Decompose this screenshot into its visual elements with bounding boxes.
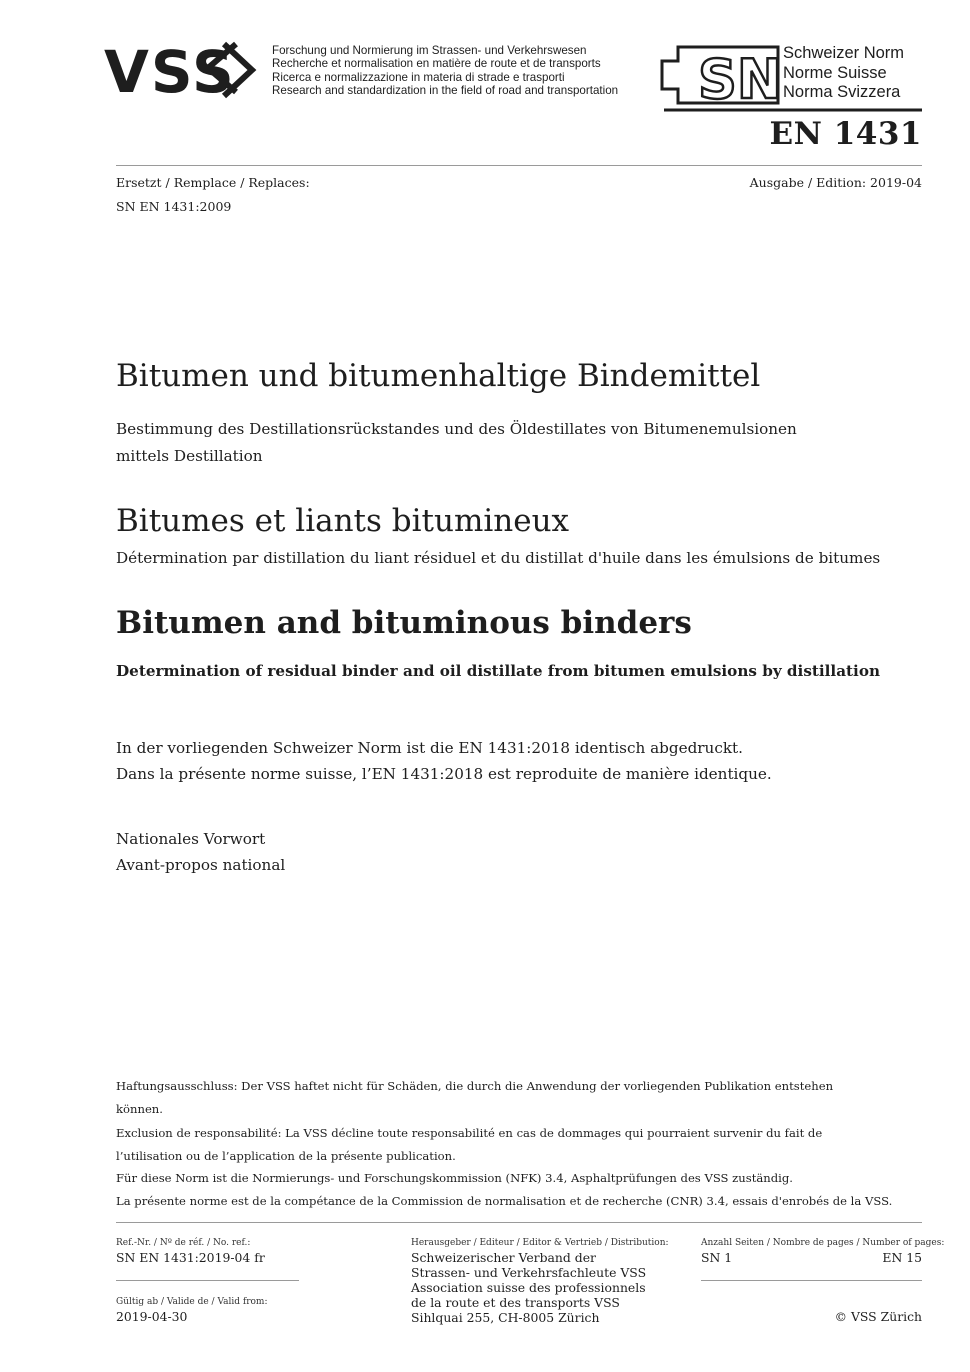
footer-divider bbox=[116, 1222, 922, 1223]
subtitle-german: Bestimmung des Destillationsrückstandes und des Öldestillates von Bitumenemulsionen mittels Destillation bbox=[116, 420, 797, 465]
copyright: © VSS Zürich bbox=[834, 1309, 922, 1324]
disclaimer bbox=[116, 1075, 876, 1168]
publisher-line: Strassen- und Verkehrsfachleute VSS bbox=[411, 1265, 647, 1280]
publisher-line: de la route et des transports VSS bbox=[411, 1295, 620, 1310]
national-foreword-de: Nationales Vorwort bbox=[116, 830, 266, 848]
reference-label: Ref.-Nr. / Nº de réf. / No. ref.: bbox=[116, 1238, 251, 1248]
committee-note-fr: La présente norme est de la compétance de la Commission de normalisation et de recherche (CNR) 3.4, essais d'enrobés de la VSS. bbox=[116, 1194, 893, 1209]
committee-note bbox=[116, 1167, 896, 1214]
pages-en: EN 15 bbox=[882, 1250, 922, 1265]
national-foreword bbox=[116, 827, 285, 878]
committee-note-de: Für diese Norm ist die Normierungs- und Forschungskommission (NFK) 3.4, Asphaltprüfungen des VSS zuständig. bbox=[116, 1171, 793, 1185]
publisher-line: Association suisse des professionnels bbox=[411, 1280, 646, 1295]
pages-sn: SN 1 bbox=[701, 1250, 733, 1265]
identical-statement-fr: Dans la présente norme suisse, l’EN 1431:2018 est reproduite de manière identique. bbox=[116, 764, 772, 783]
reference-value: SN EN 1431:2019-04 fr bbox=[116, 1250, 265, 1265]
sn-name-it: Norma Svizzera bbox=[783, 83, 901, 101]
disclaimer-fr: Exclusion de responsabilité: La VSS décline toute responsabilité en cas de dommages qui pourraient survenir du fait de l’utilisation ou de l’application de la présente publication. bbox=[116, 1125, 823, 1163]
header-divider bbox=[116, 165, 922, 166]
publisher-label: Herausgeber / Editeur / Editor & Vertrieb / Distribution: bbox=[411, 1238, 669, 1248]
publisher-address bbox=[411, 1250, 646, 1325]
sn-names bbox=[783, 44, 904, 103]
disclaimer-de: Haftungsausschluss: Der VSS haftet nicht für Schäden, die durch die Anwendung der vorliegenden Publikation entstehen können. bbox=[116, 1079, 834, 1117]
tagline-line-en: Research and standardization in the field of road and transportation bbox=[272, 84, 619, 98]
subtitle-english: Determination of residual binder and oil distillate from bitumen emulsions by distillation bbox=[116, 662, 880, 680]
tagline-line-de: Forschung und Normierung im Strassen- und Verkehrswesen bbox=[272, 44, 587, 57]
document-number: EN 1431 bbox=[769, 116, 922, 152]
edition-date: Ausgabe / Edition: 2019-04 bbox=[749, 175, 922, 190]
tagline-line-it: Ricerca e normalizzazione in materia di strade e trasporti bbox=[272, 70, 565, 84]
title-german: Bitumen und bitumenhaltige Bindemittel bbox=[116, 358, 761, 394]
vss-logo bbox=[104, 40, 268, 104]
publisher-line: Schweizerischer Verband der bbox=[411, 1250, 596, 1265]
identical-statement-de: In der vorliegenden Schweizer Norm ist die EN 1431:2018 identisch abgedruckt. bbox=[116, 739, 743, 757]
publisher-line: Sihlquai 255, CH-8005 Zürich bbox=[411, 1310, 600, 1325]
pages-label: Anzahl Seiten / Nombre de pages / Number of pages: bbox=[701, 1238, 945, 1248]
title-english: Bitumen and bituminous binders bbox=[116, 605, 692, 641]
subtitle-french: Détermination par distillation du liant résiduel et du distillat d'huile dans les émulsions de bitumes bbox=[116, 549, 881, 567]
valid-from-value: 2019-04-30 bbox=[116, 1309, 188, 1324]
replaces-label: Ersetzt / Remplace / Replaces: bbox=[116, 175, 310, 190]
sn-name-fr: Norme Suisse bbox=[783, 63, 887, 82]
sn-name-de: Schweizer Norm bbox=[783, 44, 905, 62]
reference-divider bbox=[116, 1280, 299, 1281]
tagline-line-fr: Recherche et normalisation en matière de route et de transports bbox=[272, 57, 601, 71]
sn-logo-text: SN bbox=[698, 48, 783, 111]
vss-tagline bbox=[272, 44, 618, 98]
replaces-value: SN EN 1431:2009 bbox=[116, 199, 232, 214]
vss-logo-text: VSS bbox=[104, 40, 236, 100]
pages-divider bbox=[701, 1280, 922, 1281]
title-french: Bitumes et liants bitumineux bbox=[116, 503, 570, 539]
valid-from-label: Gültig ab / Valide de / Valid from: bbox=[116, 1297, 268, 1307]
national-foreword-fr: Avant-propos national bbox=[116, 855, 286, 874]
identical-statement bbox=[116, 736, 772, 787]
